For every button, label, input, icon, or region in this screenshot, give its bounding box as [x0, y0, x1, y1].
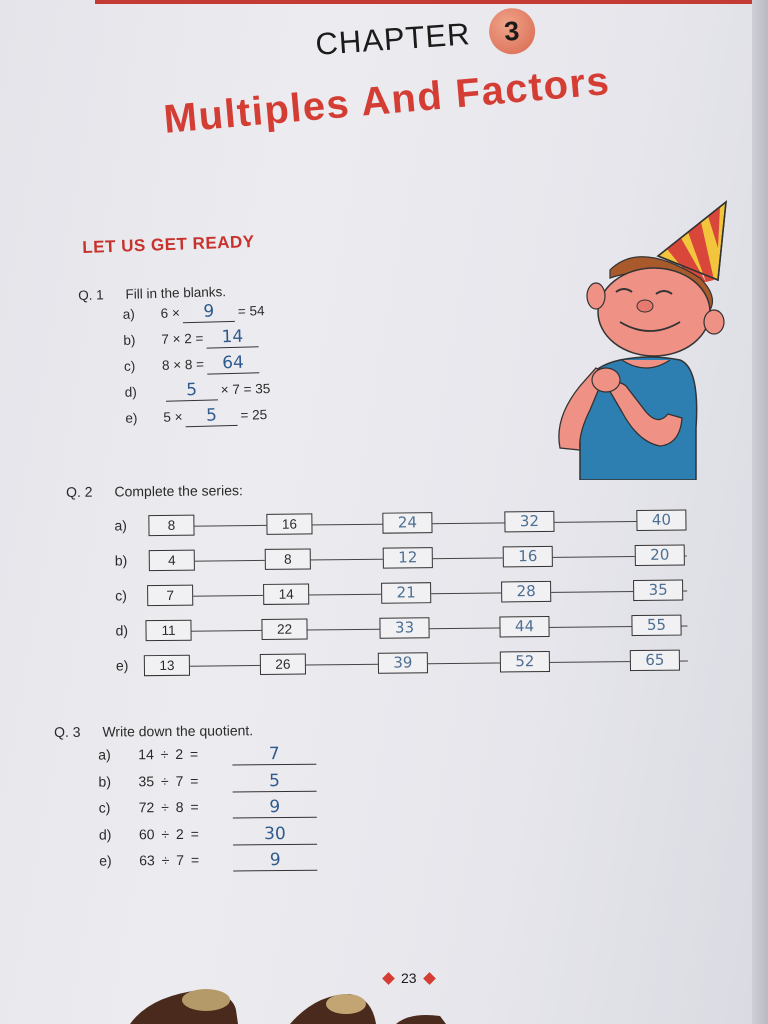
series-label: e)	[115, 657, 129, 674]
quotient-answer: 7	[232, 744, 316, 766]
series-box-answer: 40	[636, 510, 686, 532]
answer-blank: 64	[207, 352, 260, 374]
series-box-printed: 8	[265, 548, 311, 569]
division-expression: 35 ÷ 7 =	[138, 772, 199, 789]
division-expression: 63 ÷ 7 =	[139, 851, 200, 869]
item-label: d)	[98, 826, 112, 843]
quotient-answer: 30	[233, 823, 317, 845]
division-expression: 60 ÷ 2 =	[138, 825, 199, 842]
item-label: c)	[123, 358, 136, 374]
answer-blank: 9	[183, 301, 236, 323]
series-box-answer: 12	[383, 547, 433, 569]
series-box-answer: 39	[378, 652, 428, 674]
q2-number: Q. 2	[66, 483, 93, 500]
series-box-printed: 8	[148, 515, 194, 536]
item-label: b)	[98, 773, 112, 790]
series-box-printed: 14	[263, 583, 309, 604]
series-box-printed: 11	[145, 620, 191, 641]
series-box-answer: 20	[635, 545, 685, 567]
answer-blank: 5	[185, 405, 238, 427]
item-label: b)	[123, 332, 136, 348]
fingernail-left	[182, 989, 230, 1011]
series-box-printed: 26	[260, 653, 306, 674]
expr-before: 8 × 8 =	[161, 356, 205, 373]
series-box-printed: 13	[144, 655, 190, 676]
item-label: a)	[98, 746, 111, 763]
expr-before: 7 × 2 =	[161, 330, 204, 347]
answer-blank: 14	[206, 326, 259, 348]
series-box-answer: 44	[499, 616, 549, 638]
series-box-answer: 55	[631, 615, 681, 637]
q2-prompt: Complete the series:	[114, 482, 243, 500]
series-label: b)	[114, 552, 128, 569]
chapter-label: CHAPTER	[314, 16, 472, 62]
finger-right	[396, 1015, 446, 1024]
expr-after: = 25	[240, 407, 268, 423]
expr-after: × 7 = 35	[220, 381, 271, 398]
series-box-answer: 16	[503, 546, 553, 568]
series-box-printed: 7	[147, 585, 193, 606]
section-heading: LET US GET READY	[82, 231, 255, 257]
series-box-printed: 4	[149, 550, 195, 571]
series-box-answer: 52	[500, 651, 550, 673]
series-box-answer: 21	[381, 582, 431, 604]
division-expression: 72 ÷ 8 =	[138, 798, 199, 816]
answer-blank: 5	[165, 379, 218, 401]
series-box-printed: 22	[261, 618, 307, 639]
item-label: e)	[125, 410, 138, 426]
series-box-answer: 32	[504, 511, 554, 533]
fingernail-middle	[326, 994, 366, 1014]
series-box-printed: 16	[266, 513, 312, 534]
expr-before: 6 ×	[160, 305, 181, 321]
series-box-answer: 65	[630, 650, 680, 672]
series-label: c)	[115, 587, 127, 604]
series-box-answer: 33	[379, 617, 429, 639]
item-label: d)	[124, 384, 137, 400]
series-label: a)	[114, 517, 127, 534]
division-expression: 14 ÷ 2 =	[138, 745, 199, 763]
series-box-answer: 24	[382, 512, 432, 534]
quotient-answer: 5	[232, 770, 316, 792]
item-label: e)	[99, 852, 112, 869]
item-label: a)	[122, 306, 135, 322]
series-box-answer: 28	[501, 581, 551, 603]
chapter-title: Multiples And Factors	[162, 58, 612, 142]
expr-before: 5 ×	[163, 409, 183, 425]
chapter-number-badge: 3	[487, 7, 536, 56]
expr-after: = 54	[237, 303, 265, 319]
series-label: d)	[115, 622, 129, 639]
item-label: c)	[98, 799, 111, 816]
series-box-answer: 35	[633, 580, 683, 602]
q1-number: Q. 1	[78, 287, 104, 303]
quotient-answer: 9	[233, 850, 317, 872]
q3-number: Q. 3	[54, 723, 81, 740]
quotient-answer: 9	[233, 797, 317, 819]
q3-prompt: Write down the quotient.	[102, 722, 254, 740]
q1-prompt: Fill in the blanks.	[125, 284, 227, 302]
page-number: 23	[401, 970, 417, 986]
